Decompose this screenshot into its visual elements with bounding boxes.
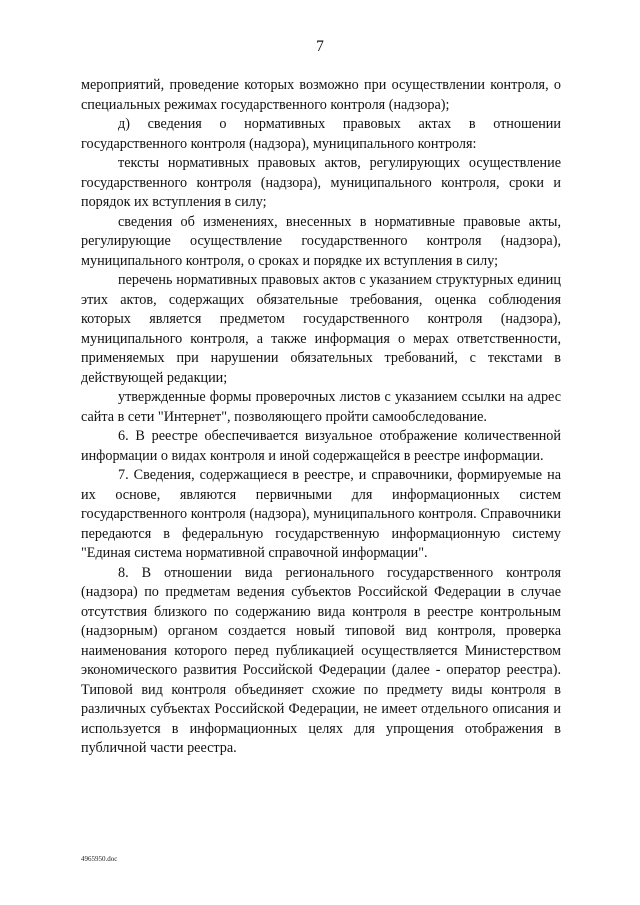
paragraph-item-d: д) сведения о нормативных правовых актах в отношении государственного контроля (надзора), муниципального контроля:	[81, 116, 561, 152]
paragraph-measures-continuation: мероприятий, проведение которых возможно при осуществлении контроля, о специальных режимах государственного контроля (надзора);	[81, 77, 561, 113]
paragraph-legal-texts: тексты нормативных правовых актов, регулирующих осуществление государственного контроля (надзора), муниципального контроля, сроки и порядок их вступления в силу;	[81, 155, 561, 210]
paragraph-section-6: 6. В реестре обеспечивается визуальное отображение количественной информации о видах контроля и иной содержащейся в реестре информации.	[81, 428, 561, 464]
page-number: 7	[316, 38, 324, 55]
file-name-footer: 4965950.doc	[81, 855, 118, 863]
paragraph-section-7: 7. Сведения, содержащиеся в реестре, и справочники, формируемые на их основе, являются первичными для информационных систем государственного контроля (надзора), муниципального контроля. Справочники передаются в федеральную государственную информационную систему "Единая система нормативной справочной информации".	[81, 467, 561, 561]
document-body	[81, 76, 561, 759]
paragraph-acts-list: перечень нормативных правовых актов с указанием структурных единиц этих актов, содержащих обязательные требования, оценка соблюдения которых является предметом государственного контроля (надзора), муниципального контроля, а также информация о мерах ответственности, применяемых при нарушении обязательных требований, с текстами в действующей редакции;	[81, 272, 561, 386]
paragraph-checklists: утвержденные формы проверочных листов с указанием ссылки на адрес сайта в сети "Интернет", позволяющего пройти самообследование.	[81, 389, 561, 425]
paragraph-amendments: сведения об изменениях, внесенных в нормативные правовые акты, регулирующие осуществление государственного контроля (надзора), муниципального контроля, о сроках и порядке их вступления в силу;	[81, 213, 561, 269]
paragraph-section-8: 8. В отношении вида регионального государственного контроля (надзора) по предметам ведения субъектов Российской Федерации в случае отсутствия близкого по содержанию вида контроля в реестре контрольным (надзорным) органом создается новый типовой вид контроля, проверка наименования которого перед публикацией осуществляется Министерством экономического развития Российской Федерации (далее - оператор реестра). Типовой вид контроля объединяет схожие по предмету виды контроля в различных субъектах Российской Федерации, не имеет отдельного описания и используется в информационных целях для упрощения отображения в публичной части реестра.	[81, 564, 561, 756]
